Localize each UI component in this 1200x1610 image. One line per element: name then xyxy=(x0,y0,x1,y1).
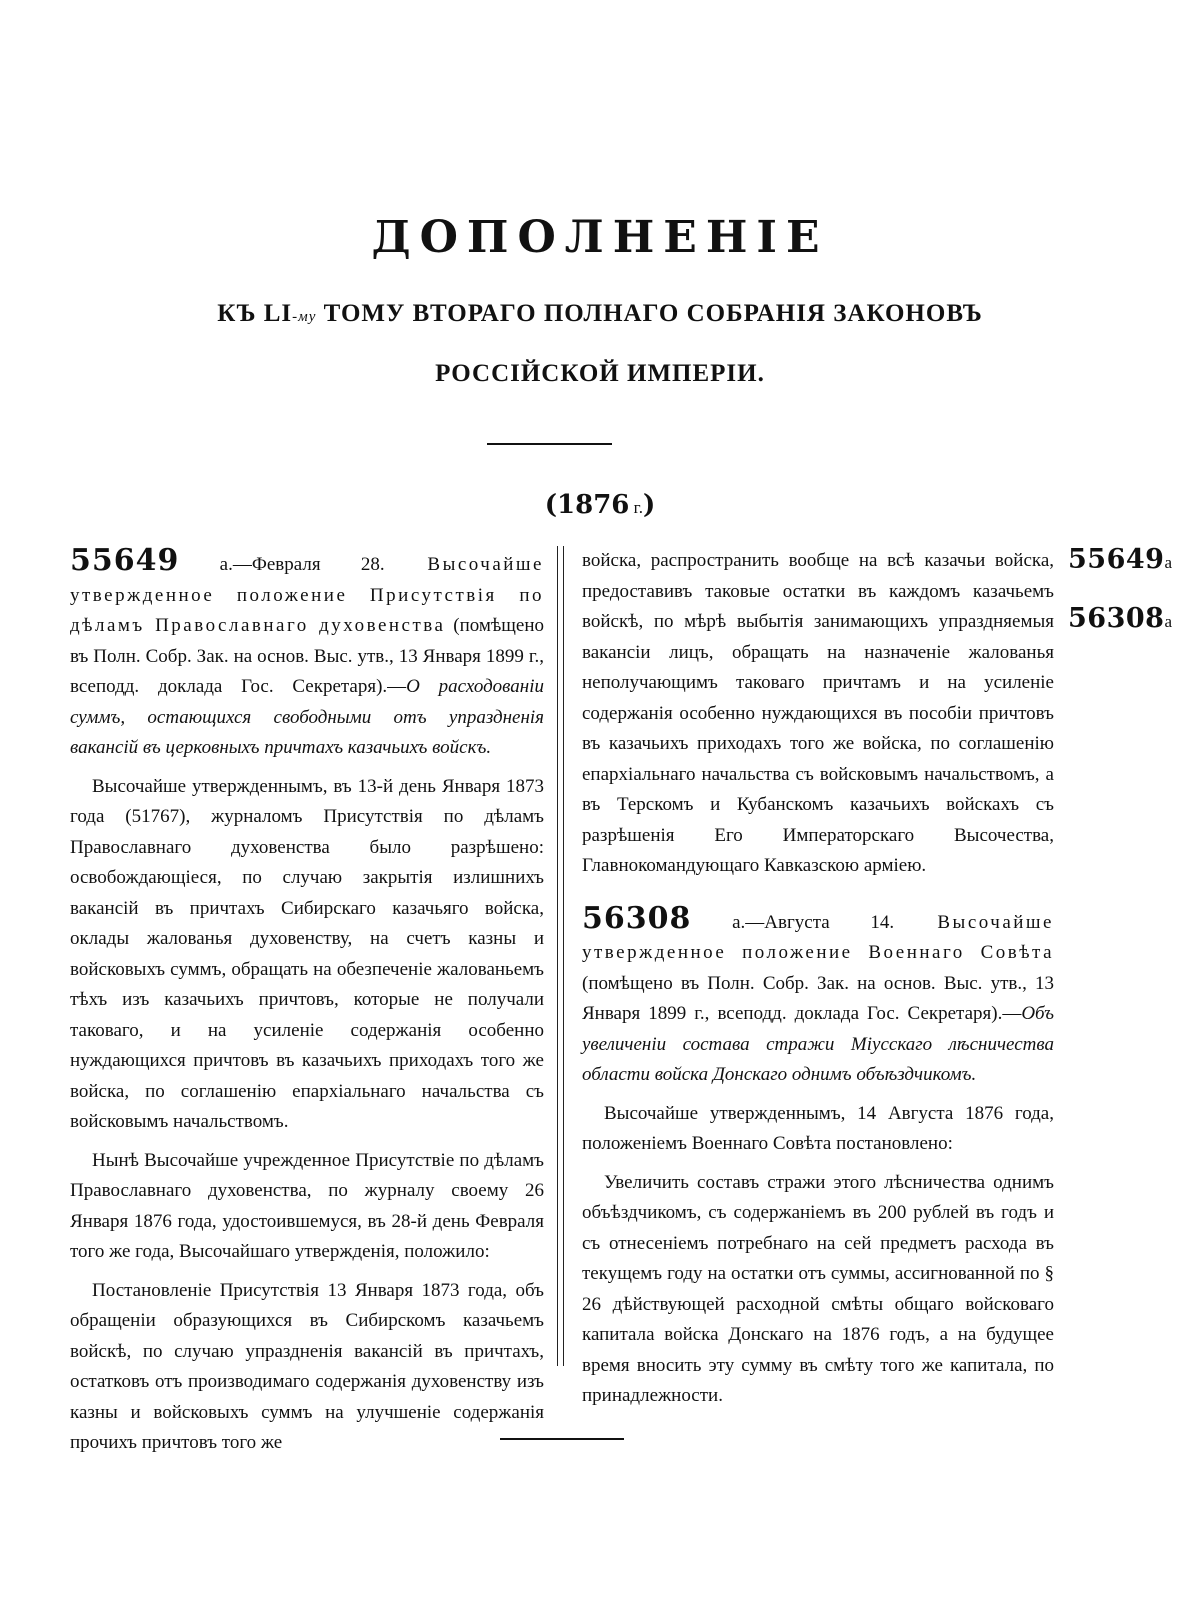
entry2-number: 56308 xyxy=(582,900,692,936)
subtitle-line2: РОССІЙСКОЙ ИМПЕРІИ. xyxy=(435,360,765,387)
entry2-heading xyxy=(582,900,1054,1091)
entry1-paragraph-1: Высочайше утвержденнымъ, въ 13-й день Января 1873 года (51767), журналомъ Присутствія по дѣламъ Православнаго духовенства было разрѣшено: освобождающіеся, по случаю закрытія излишнихъ вакансій въ причтахъ Сибирскаго казачьяго войска, оклады жалованья духовенству, на счетъ казны и войсковыхъ суммъ, обращать на обезпеченіе жалованьемъ тѣхъ изъ казачьихъ причтовъ, которые не получали таковаго, и на усиленіе содержанія особенно нуждающихся причтовъ въ казачьихъ приходахъ того же войска, по соглашенію епархіальнаго начальства съ войсковымъ начальствомъ. xyxy=(70,775,544,1132)
year-abbrev: г. xyxy=(629,498,643,517)
column-divider xyxy=(557,546,564,1366)
top-rule xyxy=(487,443,612,445)
margin-note-1-suffix: а xyxy=(1164,553,1173,572)
subtitle-line1 xyxy=(0,300,1200,328)
margin-note-1 xyxy=(1068,544,1172,575)
left-column xyxy=(70,543,544,1459)
margin-note-2-suffix: а xyxy=(1164,612,1173,631)
page-title: ДОПОЛНЕНІЕ xyxy=(371,212,829,263)
margin-note-2-number: 56308 xyxy=(1068,603,1165,634)
right-column xyxy=(582,546,1054,1412)
margin-note-2 xyxy=(1068,603,1172,634)
entry1-number: 55649 xyxy=(70,543,180,578)
subtitle-superscript: -му xyxy=(292,309,317,325)
year-number: (1876 xyxy=(544,490,630,520)
subtitle-post: ТОМУ ВТОРАГО ПОЛНАГО СОБРАНІЯ ЗАКОНОВЪ xyxy=(316,300,983,327)
entry2-header-rest: (помѣщено въ Полн. Собр. Зак. на основ. Выс. утв., 13 Января 1899 г., всеподд. доклада Гос. Секретаря).— xyxy=(582,972,1054,1024)
year-heading xyxy=(0,490,1200,520)
entry1-paragraph-3-continued: войска, распространить вообще на всѣ казачьи войска, предоставивъ таковые остатки въ каждомъ казачьемъ войскѣ, по мѣрѣ выбытія занимающихъ упраздняемыя вакансіи лицъ, обращать на назначеніе жалованья неполучающимъ таковаго причтамъ и на усиленіе содержанія особенно нуждающихся въ пособіи причтовъ въ казачьихъ приходахъ того же войска, по соглашенію епархіальнаго начальства съ войсковымъ начальствомъ, а въ Терскомъ и Кубанскомъ казачьихъ войскахъ съ разрѣшенія Его Императорскаго Высочества, Главнокомандующаго Кавказскою арміею. xyxy=(582,550,1054,876)
entry2-header-spaced: Высочайше утвержденное положение Военнаго Совѣта xyxy=(582,911,1054,963)
entry1-paragraph-3: Постановленіе Присутствія 13 Января 1873 года, объ обращеніи образующихся въ Сибирскомъ казачьемъ войскѣ, по случаю упраздненія вакансій въ причтахъ, остатковъ отъ производимаго содержанія духовенству изъ казны и войсковыхъ суммъ на улучшеніе содержанія прочихъ причтовъ того же xyxy=(70,1279,544,1453)
bottom-rule xyxy=(500,1438,624,1440)
entry1-heading xyxy=(70,543,544,764)
entry1-header-spaced: Высочайше утвержденное положение Присутствія по дѣламъ Православнаго духовенства xyxy=(70,554,544,636)
entry2-date: а.—Августа 14. xyxy=(691,911,895,933)
entry1-paragraph-2: Нынѣ Высочайше учрежденное Присутствіе по дѣламъ Православнаго духовенства, по журналу своему 26 Января 1876 года, удостоившемуся, въ 28-й день Февраля того же года, Высочайшаго утвержденія, положило: xyxy=(70,1149,544,1262)
year-close: ) xyxy=(642,490,656,520)
margin-note-1-number: 55649 xyxy=(1068,544,1165,575)
entry1-subject: О расходованіи суммъ, остающихся свободными отъ упраздненія вакансій въ церковныхъ причтахъ казачьихъ войскъ. xyxy=(70,676,544,758)
entry2-paragraph-1: Высочайше утвержденнымъ, 14 Августа 1876 года, положеніемъ Военнаго Совѣта постановлено: xyxy=(582,1102,1054,1154)
entry1-header-rest: (помѣщено въ Полн. Собр. Зак. на основ. Выс. утв., 13 Января 1899 г., всеподд. доклада Гос. Секретаря).— xyxy=(70,615,544,697)
entry1-date: а.—Февраля 28. xyxy=(179,554,385,575)
entry2-paragraph-2: Увеличить составъ стражи этого лѣсничества однимъ объѣздчикомъ, съ содержаніемъ въ 200 рублей въ годъ и съ отнесеніемъ потребнаго на сей предметъ расхода въ текущемъ году на остатки отъ суммы, ассигнованной по § 26 дѣйствующей расходной смѣты общаго войсковаго капитала войска Донскаго на 1876 годъ, а на будущее время вносить эту сумму въ смѣту того же капитала, по принадлежности. xyxy=(582,1171,1054,1406)
entry2-subject: Объ увеличеніи состава стражи Міусскаго лѣсничества области войска Донскаго однимъ объѣздчикомъ. xyxy=(582,1003,1054,1085)
subtitle-pre: КЪ LI xyxy=(217,300,293,327)
